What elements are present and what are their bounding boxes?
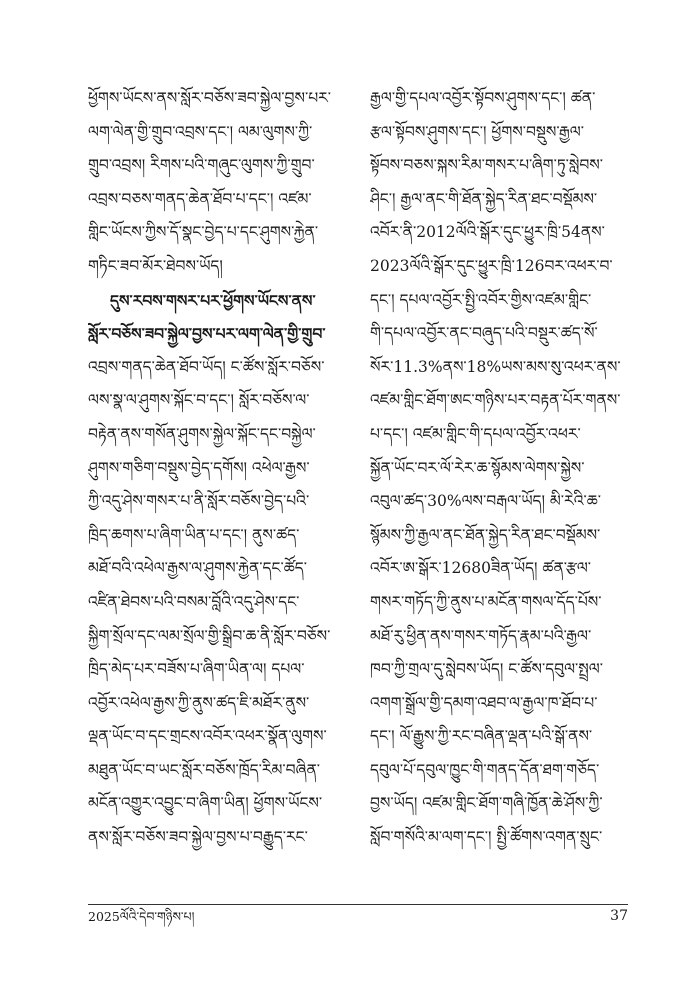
text-line: སོར་11.3%ནས་18%ཡས་མས་སུ་འཕར་ནས་ — [370, 357, 621, 376]
left-text-column — [88, 82, 346, 855]
text-line: པ་དང་། འཛམ་གླིང་གི་དཔལ་འབྱོར་འཕར་ — [370, 424, 581, 443]
text-line: སྐྱིག་སྲོལ་དང་ལམ་སྲོལ་གྱི་སྒྲིབ་ཆ་ནི་སློར་བཅོས་ — [88, 626, 331, 645]
text-line: ལས་སྣ་ལ་ཤུགས་སྐོང་བ་དང་། སློར་བཅོས་ལ་ — [88, 391, 310, 410]
text-line: འཛིན་ཐེབས་པའི་བསམ་བློའི་འདུ་ཤེས་དང་ — [88, 592, 300, 611]
text-line: ཁབ་ཀྱི་གྲལ་དུ་སླེབས་ཡོད། ང་ཚོས་དབུལ་སྤྲལ་ — [370, 660, 603, 679]
text-line: སྐྱོན་ཡོང་བར་ལོ་རེར་ཆ་སྙོམས་ལེགས་སྐྱེས་ — [370, 458, 585, 477]
text-line: གླིང་ཡོངས་ཀྱིས་དོ་སྣང་བྱེད་པ་དང་ཤུགས་རྐྱེན་ — [88, 223, 319, 242]
text-line: ཕྱོགས་ཡོངས་ནས་སློར་བཅོས་ཟབ་སྐྱེལ་བྱས་པར་ — [88, 89, 332, 107]
text-line: འབོར་ནི་2012ལོའི་སྒོར་དུང་ཕྱུར་ཁྲི་54ནས་ — [370, 223, 605, 242]
text-line: བྱས་ཡོད། འཛམ་གླིང་ཐོག་གཞི་ཁྱོན་ཆེ་ཤོས་ཀྱི་ — [370, 794, 603, 813]
text-line: གྲུབ་འབྲས། རིགས་པའི་གཞུང་ལུགས་ཀྱི་གྲུབ་ — [88, 156, 315, 175]
text-line: འབྲས་གནད་ཆེན་ཐོབ་ཡོད། ང་ཚོས་སློར་བཅོས་ — [88, 357, 325, 376]
text-line: ཁྲིད་མེད་པར་བཟོས་པ་ཞིག་ཡིན་ལ། དཔལ་ — [88, 660, 305, 679]
text-line: ཤིང་། རྒྱལ་ནང་གི་ཐོན་སྐྱེད་རིན་ཐང་བསྡོམས་ — [370, 189, 598, 208]
text-line: དབུལ་པོ་དབུལ་ཁྱུང་གི་གནད་དོན་ཐག་གཅོད་ — [370, 760, 600, 779]
text-line: རྒྱལ་གྱི་དཔལ་འབྱོར་སྟོབས་ཤུགས་དང་། ཚན་ — [370, 89, 596, 107]
text-line: འགག་སྒྲོལ་གྱི་དམག་འཐབ་ལ་རྒྱལ་ཁ་ཐོབ་པ་ — [370, 693, 598, 712]
page-number: 37 — [610, 908, 628, 924]
text-line: འཛམ་གླིང་ཐོག་ཨང་གཉིས་པར་བརྟན་པོར་གནས་ — [370, 391, 621, 410]
text-line: ཀྱི་འདུ་ཤེས་གསར་པ་ནི་སློར་བཅོས་བྱེད་པའི་ — [88, 492, 310, 511]
text-line: ཤུགས་གཅིག་བསྡུས་བྱེད་དགོས། འཕེལ་རྒྱས་ — [88, 458, 310, 477]
text-line: ཁྲིད་ཆགས་པ་ཞིག་ཡིན་པ་དང་། ནུས་ཚད་ — [88, 525, 300, 544]
text-line: བརྟེན་ནས་གསོན་ཤུགས་སྐྱེལ་སྐོང་དང་བསྐྱེལ་ — [88, 424, 316, 443]
text-line: ནས་སློར་བཅོས་ཟབ་སྐྱེལ་བྱས་པ་བརྒྱུད་རང་ — [88, 828, 308, 847]
text-line: གཏིང་ཟབ་མོར་ཐེབས་ཡོད། — [88, 256, 223, 275]
text-line: སྙོམས་ཀྱི་རྒྱལ་ནང་ཐོན་སྐྱེད་རིན་ཐང་བསྡོམས་ — [370, 525, 601, 544]
text-line: འབོར་ཨ་སྒོར་12680ཟིན་ཡོད། ཚན་རྩལ་ — [370, 559, 592, 578]
footer-issue-label: 2025ལོའི་དེབ་གཉིས་པ། — [88, 909, 195, 924]
text-line: མཐུན་ཡོང་བ་ཡང་སློར་བཅོས་ཁྲོད་རིམ་བཞིན་ — [88, 760, 321, 779]
heading-line: དུས་རབས་གསར་པར་ཕྱོགས་ཡོངས་ནས་ — [110, 290, 316, 310]
text-line: མངོན་འགྱུར་འབྱུང་བ་ཞིག་ཡིན། ཕྱོགས་ཡོངས་ — [88, 794, 323, 813]
text-line: འབྱོར་འཕེལ་རྒྱས་ཀྱི་ནུས་ཚད་ཇི་མཐོར་ནུས་ — [88, 693, 310, 712]
footer-divider — [88, 904, 628, 905]
text-line: རྩལ་སྟོབས་ཤུགས་དང་། ཕྱོགས་བསྡུས་རྒྱལ་ — [370, 122, 584, 141]
text-line: གསར་གཏོད་ཀྱི་ནུས་པ་མངོན་གསལ་དོད་པོས་ — [370, 592, 602, 611]
text-line: གི་དཔལ་འབྱོར་ནང་བཞུད་པའི་བསྡུར་ཚད་སོ་ — [370, 324, 598, 343]
text-line: སྟོབས་བཅས་སྐས་རིམ་གསར་པ་ཞིག་ཏུ་སླེབས་ — [370, 156, 604, 175]
text-line: 2023ལོའི་སྒོར་དུང་ཕྱུར་ཁྲི་126བར་འཕར་བ་ — [370, 256, 613, 275]
text-line: ལྡན་ཡོང་བ་དང་གྲངས་འབོར་འཕར་སྣོན་ལུགས་ — [88, 727, 327, 746]
heading-line: སློར་བཅོས་ཟབ་སྐྱེལ་བྱས་པར་ལག་ལེན་གྱི་གྲུབ་ — [88, 324, 326, 344]
text-line: འབུལ་ཚད་30%ལས་བརྒལ་ཡོད། མི་རེའི་ཆ་ — [370, 492, 602, 511]
text-line: སློབ་གསོའི་མ་ལག་དང་། སྤྱི་ཚོགས་འགན་སྲུང་ — [370, 828, 603, 847]
text-line: འབྲས་བཅས་གནད་ཆེན་ཐོབ་པ་དང་། འཛམ་ — [88, 189, 312, 208]
text-line: མཐོ་རུ་ཕྱིན་ནས་གསར་གཏོད་རྣམ་པའི་རྒྱལ་ — [370, 626, 592, 645]
text-line: མཐོ་བའི་འཕེལ་རྒྱས་ལ་ཤུགས་རྐྱེན་དང་ཚོད་ — [88, 559, 307, 578]
text-line: ལག་ལེན་གྱི་གྲུབ་འབྲས་དང་། ལམ་ལུགས་ཀྱི་ — [88, 122, 313, 141]
text-line: དང་། དཔལ་འབྱོར་སྤྱི་འབོར་གྱིས་འཛམ་གླིང་ — [370, 290, 592, 309]
text-line: དང་། ལོ་རྒྱུས་ཀྱི་རང་བཞིན་ལྡན་པའི་སྒོ་ནས་ — [370, 727, 593, 746]
right-text-column — [370, 82, 628, 855]
